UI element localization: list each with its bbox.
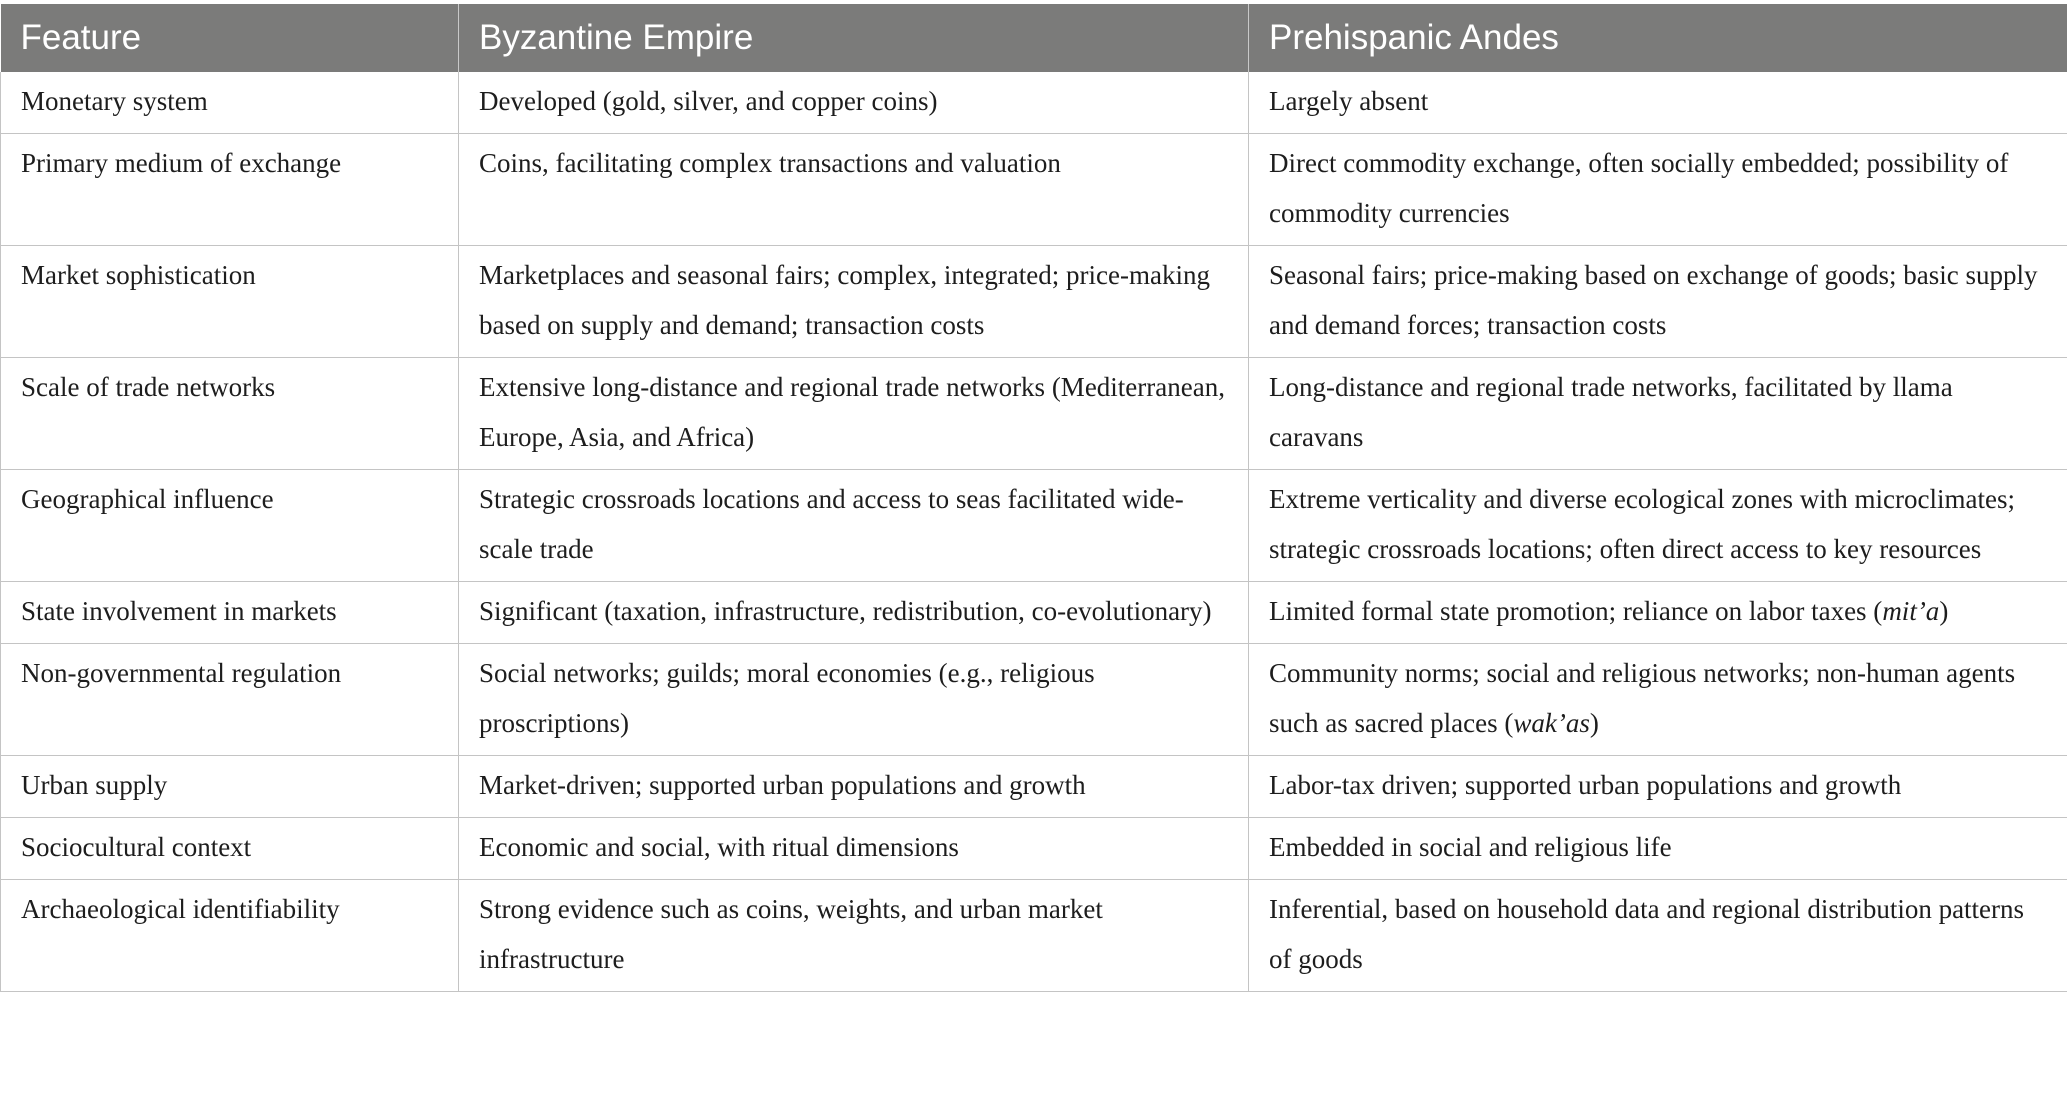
feature-cell: Monetary system [1,72,459,134]
andes-cell: Inferential, based on household data and regional distribution patterns of goods [1249,880,2067,992]
andes-cell: Direct commodity exchange, often socially embedded; possibility of commodity currencies [1249,134,2067,246]
byzantine-cell: Social networks; guilds; moral economies (e.g., religious proscriptions) [459,644,1249,756]
table-header [1,4,2067,72]
byzantine-cell: Strong evidence such as coins, weights, and urban market infrastructure [459,880,1249,992]
header-byzantine-empire: Byzantine Empire [459,4,1249,72]
feature-cell: Market sophistication [1,246,459,358]
byzantine-cell: Coins, facilitating complex transactions and valuation [459,134,1249,246]
andes-cell: Extreme verticality and diverse ecological zones with microclimates; strategic crossroads locations; often direct access to key resources [1249,470,2067,582]
andes-cell: Labor-tax driven; supported urban populations and growth [1249,756,2067,818]
byzantine-cell: Marketplaces and seasonal fairs; complex, integrated; price-making based on supply and demand; transaction costs [459,246,1249,358]
table-row [1,644,2067,756]
table-row [1,818,2067,880]
header-row [1,4,2067,72]
andes-text: Community norms; social and religious networks; non-human agents such as sacred places ( [1269,658,2016,738]
andes-cell: Seasonal fairs; price-making based on exchange of goods; basic supply and demand forces; transaction costs [1249,246,2067,358]
table-body [1,72,2067,992]
feature-cell: Geographical influence [1,470,459,582]
andes-text: Limited formal state promotion; reliance on labor taxes ( [1269,596,1883,626]
byzantine-cell: Economic and social, with ritual dimensions [459,818,1249,880]
table-row [1,72,2067,134]
feature-cell: State involvement in markets [1,582,459,644]
byzantine-cell: Extensive long-distance and regional trade networks (Mediterranean, Europe, Asia, and Africa) [459,358,1249,470]
andes-cell: Long-distance and regional trade networks, facilitated by llama caravans [1249,358,2067,470]
byzantine-cell: Market-driven; supported urban populations and growth [459,756,1249,818]
header-feature: Feature [1,4,459,72]
table-row [1,470,2067,582]
feature-cell: Non-governmental regulation [1,644,459,756]
header-prehispanic-andes: Prehispanic Andes [1249,4,2067,72]
andes-italic-term: wak’as [1513,708,1590,738]
table-row [1,582,2067,644]
andes-cell [1249,644,2067,756]
feature-cell: Primary medium of exchange [1,134,459,246]
byzantine-cell: Developed (gold, silver, and copper coins) [459,72,1249,134]
comparison-table [0,4,2067,992]
andes-cell: Embedded in social and religious life [1249,818,2067,880]
feature-cell: Sociocultural context [1,818,459,880]
feature-cell: Archaeological identifiability [1,880,459,992]
table-row [1,756,2067,818]
table-row [1,246,2067,358]
andes-cell [1249,582,2067,644]
table-row [1,880,2067,992]
feature-cell: Scale of trade networks [1,358,459,470]
comparison-table-container [0,4,2067,992]
feature-cell: Urban supply [1,756,459,818]
table-row [1,358,2067,470]
byzantine-cell: Significant (taxation, infrastructure, redistribution, co-evolutionary) [459,582,1249,644]
andes-text-end: ) [1939,596,1949,626]
andes-italic-term: mit’a [1882,596,1940,626]
andes-text-end: ) [1589,708,1599,738]
byzantine-cell: Strategic crossroads locations and access to seas facilitated wide-scale trade [459,470,1249,582]
andes-cell: Largely absent [1249,72,2067,134]
table-row [1,134,2067,246]
